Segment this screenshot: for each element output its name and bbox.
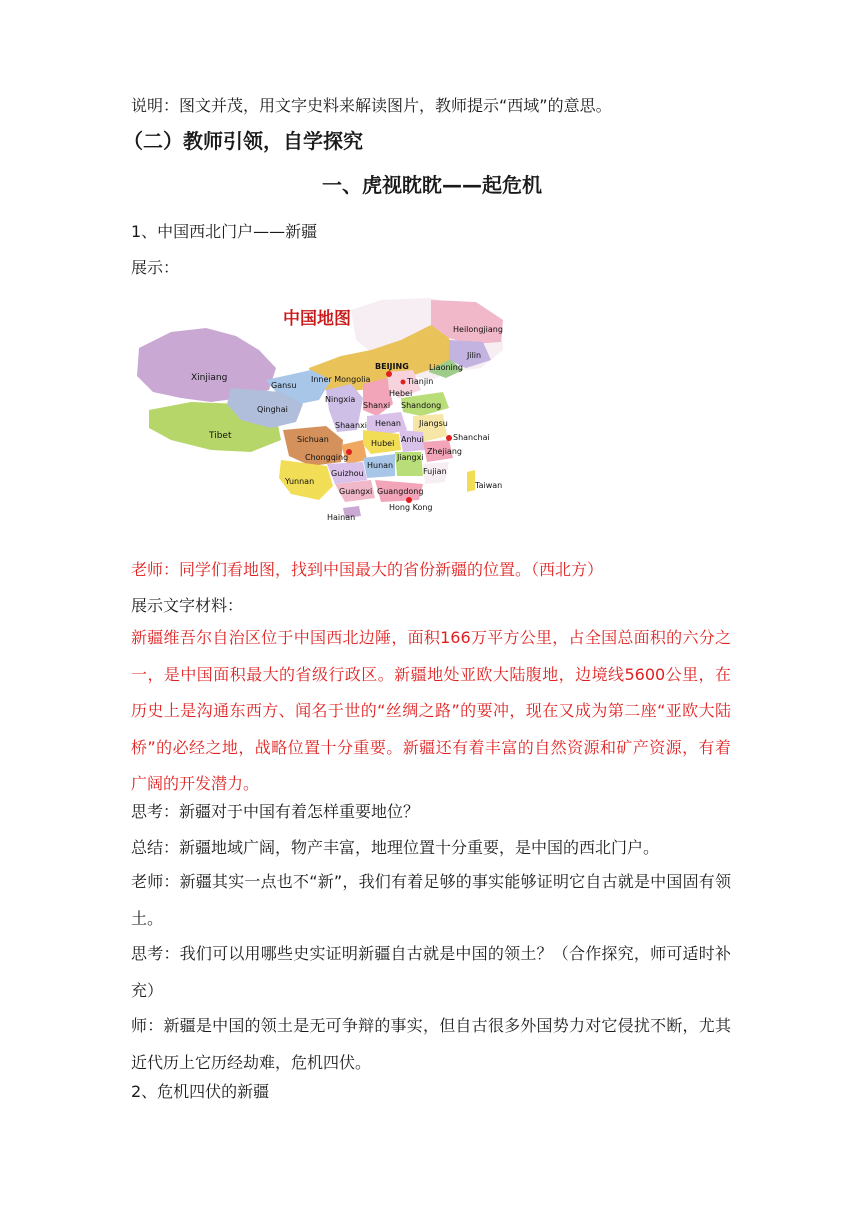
shanghai-dot — [446, 435, 452, 441]
tianjin-dot — [401, 380, 406, 385]
teacher-question-1: 老师：同学们看地图，找到中国最大的省份新疆的位置。（西北方） — [131, 560, 604, 579]
summary-1: 总结：新疆地域广阔，物产丰富，地理位置十分重要，是中国的西北门户。 — [131, 838, 660, 857]
subsection-1-heading: 1、中国西北门户——新疆 — [131, 222, 318, 241]
label-sichuan: Sichuan — [297, 435, 329, 444]
label-hongkong: Hong Kong — [389, 503, 433, 512]
label-henan: Henan — [375, 419, 401, 428]
text-material-label: 展示文字材料： — [131, 596, 244, 615]
label-hunan: Hunan — [367, 461, 394, 470]
material-paragraph: 新疆维吾尔自治区位于中国西北边陲，面积166万平方公里，占全国总面积的六分之一，是中国面积最大的省级行政区。新疆地处亚欧大陆腹地，边境线5600公里，在历史上是沟通东西方、闻名于世的“丝绸之路”的要冲，现在又成为第二座“亚欧大陆桥”的必经之地，战略位置十分重要。新疆还有着丰富的自然资源和矿产资源，有着广阔的开发潜力。 — [131, 628, 731, 793]
label-guizhou: Guizhou — [331, 469, 364, 478]
label-shandong: Shandong — [401, 401, 442, 410]
china-map-svg — [131, 280, 507, 524]
label-shaanxi: Shaanxi — [335, 421, 367, 430]
label-zhejiang: Zhejiang — [427, 447, 462, 456]
think-question-1: 思考：新疆对于中国有着怎样重要地位？ — [131, 802, 420, 821]
teacher-statement-2: 老师：新疆其实一点也不“新”，我们有着足够的事实能够证明它自古就是中国固有领土。 — [131, 872, 731, 928]
label-shanxi: Shanxi — [363, 401, 391, 410]
label-heilongjiang: Heilongjiang — [453, 325, 503, 334]
china-map-image — [131, 280, 507, 524]
chapter-title — [0, 172, 860, 198]
label-shanghai: Shanchai — [453, 433, 490, 442]
label-hebei: Hebei — [389, 389, 413, 398]
think-question-2: 思考：我们可以用哪些史实证明新疆自古就是中国的领土？（合作探究，师可适时补充） — [131, 944, 731, 1000]
section-heading: （二）教师引领，自学探究 — [123, 129, 363, 153]
label-hainan: Hainan — [327, 513, 356, 522]
map-title: 中国地图 — [283, 309, 351, 329]
label-jiangxi: Jiangxi — [397, 453, 424, 462]
show-label: 展示： — [131, 258, 180, 277]
label-hubei: Hubei — [371, 439, 395, 448]
map-region-taiwan — [467, 470, 475, 492]
chapter-title-text: 一、虎视眈眈——起危机 — [322, 173, 542, 197]
label-tibet: Tibet — [209, 431, 232, 441]
label-beijing: BEIJING — [375, 362, 409, 371]
intro-note: 说明：图文并茂，用文字史料来解读图片，教师提示“西域”的意思。 — [131, 96, 612, 115]
label-xinjiang: Xinjiang — [191, 373, 228, 383]
label-tianjin: Tianjin — [407, 377, 434, 386]
label-qinghai: Qinghai — [257, 405, 288, 414]
beijing-dot — [386, 371, 392, 377]
label-inner-mongolia: Inner Mongolia — [311, 375, 371, 384]
label-yunnan: Yunnan — [285, 477, 315, 486]
label-fujian: Fujian — [423, 467, 447, 476]
label-taiwan: Taiwan — [475, 481, 503, 490]
label-jiangsu: Jiangsu — [419, 419, 448, 428]
label-chongqing: Chongqing — [305, 453, 349, 462]
label-ningxia: Ningxia — [325, 395, 356, 404]
label-anhui: Anhui — [401, 435, 424, 444]
label-gansu: Gansu — [271, 381, 297, 390]
label-guangdong: Guangdong — [377, 487, 424, 496]
label-liaoning: Liaoning — [429, 363, 463, 372]
label-guangxi: Guangxi — [339, 487, 373, 496]
label-jilin: Jilin — [467, 351, 482, 360]
subsection-2-heading: 2、危机四伏的新疆 — [131, 1082, 270, 1101]
teacher-statement-3: 师：新疆是中国的领土是无可争辩的事实，但自古很多外国势力对它侵扰不断，尤其近代历上它历经劫难，危机四伏。 — [131, 1016, 731, 1072]
